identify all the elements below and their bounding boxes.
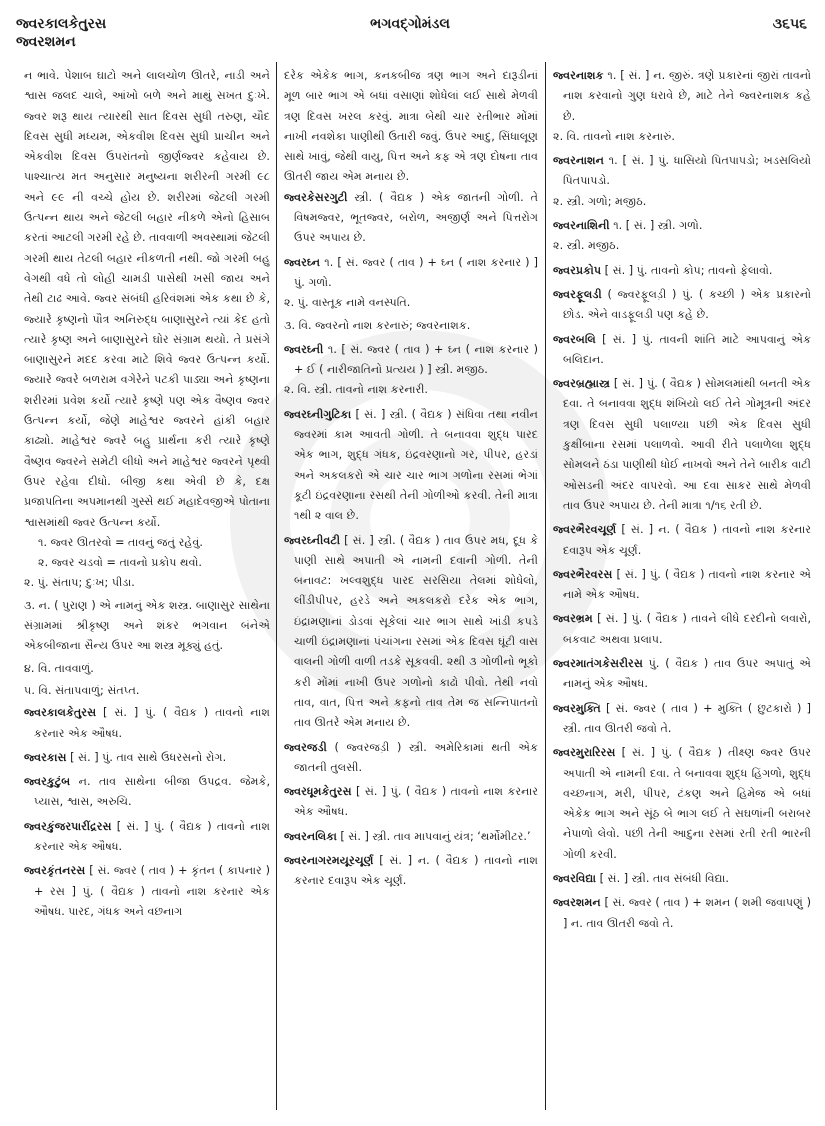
definition: ન. તાવ સાથેના બીજા ઉપદ્રવ. જેમકે, પ્યાસ, શ્વાસ, અરુચિ.: [34, 775, 270, 809]
definition: ( જ્વરજડ઼ી ) સ્ત્રી. અમેરિકામાં થતી એક જાતની તુલસી.: [294, 740, 538, 774]
definition: [ સં. ] પું. તાવનો કોપ; તાવનો ફેલાવો.: [601, 263, 773, 277]
headword: જ્વરનાશક: [553, 69, 604, 82]
headword: જ્વરઘ્નીવટી: [284, 533, 341, 547]
headword: જ્વરકુટુંબ: [24, 775, 71, 789]
dictionary-entry: [284, 340, 538, 401]
sense: ૨. પું. વાસ્તૂક નામે વનસ્પતિ.: [284, 296, 411, 310]
headword: જ્વરઘ્નીગુટિકા: [284, 407, 352, 421]
column-divider: [276, 62, 277, 1110]
headword: જ્વરકાસ: [24, 750, 67, 764]
sense: ૩. વિ. જ્વરનો નાશ કરનારું; જ્વરનાશક.: [284, 318, 471, 332]
definition: [ સં. ] પું. ( વૈદ્યક ) તાવનો નાશ કરનાર એક ઔષધ.: [34, 706, 270, 740]
sense: ૨. વિ. સ્ત્રી. તાવનો નાશ કરનારી.: [284, 383, 428, 397]
headword: જ્વરકૃંતનરસ: [24, 864, 86, 878]
definition: [ સં. ] પું. ( વૈદ્યક ) તાવનો નાશ કરનાર એ નામે એક ઔષધ.: [563, 567, 811, 602]
definition: [ સં. ] ન. ( વૈદ્યક ) તાવનો નાશ કરનાર દવારૂપ એક ચૂર્ણ.: [294, 853, 538, 888]
headword: જ્વરકાલકેતુરસ: [24, 706, 97, 720]
definition: [ સં. ] પું. તાવ સાથે ઉધરસનો રોગ.: [66, 750, 227, 764]
definition: ૧. [ સં. ] ન. જીરું. ત્રણે પ્રકારનાં જીરાં તાવનો નાશ કરવાનો ગુણ ધરાવે છે, માટે તેને જ્વરનાશક કહે છે.: [563, 69, 811, 123]
dictionary-entry: [553, 699, 811, 740]
dictionary-entry: [553, 285, 811, 326]
definition: પું. ( વૈદ્યક ) તાવ ઉપર અપાતું એ નામનું એક ઔષધ.: [563, 657, 811, 691]
headword: જ્વરભૈરવચૂર્ણ: [553, 523, 617, 537]
dictionary-entry: [24, 703, 270, 744]
dictionary-entry: [284, 851, 538, 892]
definition: [ સં. ] પું. ( વૈદ્યક ) તીક્ષ્ણ જ્વર ઉપર અપાતી એ નામની દવા. તે બનાવવા શુદ્ધ હિંગળો, શુદ્ધ વચ્છનાગ, મરી, પીપર, ટંકણ અને હિમેજ એ બધાં એકેક ભાગ અને સૂંઠ બે ભાગ લઈ તે સઘળાંની બરાબર નેપાળો લેવો. પછી તેની આદુના રસમાં રતી રતી ભારની ગોળી કરવી.: [563, 746, 811, 861]
definition: [ સં. ] સ્ત્રી. ( વૈદ્યક ) સંધિવા તથા નવીન જ્વરમાં કામ આવતી ગોળી. તે બનાવવા શુદ્ધ પારદ એક ભાગ, શુદ્ધ ગંધક, ઇંદ્રવરણાનો ગર, પીપર, હરડાં અને અકલકરો એ ચાર ચાર ભાગ ગળોના રસમાં ભેગાં કૂટી ઇંદ્રવરણાના રસથી તેની ગોળીઓ કરવી. તેની માત્રા ૧થી ૨ વાલ છે.: [294, 407, 538, 523]
sense: ૫. વિ. સંતાપવાળું; સંતપ્ત.: [24, 683, 140, 697]
dictionary-entry: [553, 743, 811, 865]
page-number: ૩૬૫૬: [772, 16, 807, 32]
book-title: ભગવદ્ગોમંડલ: [370, 16, 450, 32]
definition: [ સં. જ્વર ( તાવ ) + શમન ( શમી જવાપણું ) ] ન. તાવ ઊતરી જવો તે.: [563, 896, 811, 930]
dictionary-entry: [284, 738, 538, 779]
page-header: [0, 14, 825, 50]
dictionary-entry: [553, 330, 811, 371]
definition: સ્ત્રી. ( વૈદ્યક ) એક જાતની ગોળી. તે વિષમજ્વર, ભૂતજ્વર, બરોળ, અજીર્ણ અને પિત્તરોગ ઉપર અપાય છે.: [294, 190, 538, 245]
entry-continuation: ન ભાવે. પેશાબ ઘાટો અને લાલચોળ ઊતરે, નાડી અને શ્વાસ જલદ ચાલે, આંખો બળે અને માથું સખત દુઃખે. જ્વર શરૂ થાય ત્યારથી સાત દિવસ સુધી તરુણ, ચૌદ દિવસ સુધી મધ્યમ, એકવીશ દિવસ સુધી પ્રાચીન અને એકવીશ દિવસ ઉપરાંતનો જીર્ણજ્વર કહેવાય છે. પાશ્ચાત્ય મત અનુસાર મનુષ્યના શરીરની ગરમી ૯૮ અને ૯૯ ની વચ્ચે હોય છે. શરીરમાં જેટલી ગરમી ઉત્પન્ન થાય અને જેટલી બહાર નીકળે એનો હિસાબ કરતાં આટલી ગરમી રહે છે. તાવવાળી અવસ્થામાં જેટલી ગરમી થાય તેટલી બહાર નીકળતી નથી. જો ગરમી બહુ વેગથી વધે તો લોહી ચામડી પાસેથી ખસી જાય અને તેથી ટાઢ આવે. જ્વર સંબંધી હરિવંશમાં એક કથા છે કે, જ્યારે કૃષ્ણનો પૌત્ર અનિરુદ્ધ બાણાસુરને ત્યાં કેદ હતો ત્યારે કૃષ્ણ અને બાણાસુરને ઘોર સંગ્રામ થયો. તે પ્રસંગે બાણાસુરને મદદ કરવા માટે શિવે જ્વર ઉત્પન્ન કર્યો. જ્યારે જ્વરે બળરામ વગેરેને પટકી પાડ્યા અને કૃષ્ણના શરીરમાં પ્રવેશ કર્યો ત્યારે કૃષ્ણે પણ એક વૈષ્ણવ જ્વર ઉત્પન્ન કર્યો, જેણે માહેશ્વર જ્વરને હાંકી બહાર કાઢ્યો. માહેશ્વર જ્વરે બહુ પ્રાર્થના કરી ત્યારે કૃષ્ણે વૈષ્ણવ જ્વરને સમેટી લીધો અને માહેશ્વર જ્વરને પૃથ્વી ઉપર રહેવા દીધો. બીજી કથા એવી છે કે, દક્ષ પ્રજાપતિના અપમાનથી ગુસ્સે થઈ મહાદેવજીએ પોતાના શ્વાસમાંથી જ્વર ઉત્પન્ન કર્યો.: [24, 69, 270, 529]
idiom: ૨. જ્વર ચડવો = તાવનો પ્રકોપ થવો.: [38, 556, 202, 570]
sense: ૨. સ્ત્રી. ગળો; મજીઠ.: [553, 194, 647, 208]
dictionary-entry: [553, 565, 811, 606]
dictionary-entry: [24, 861, 270, 922]
column-divider: [545, 62, 546, 1110]
definition: [ સં. જ્વર ( તાવ ) + કૃંતન ( કાપનાર ) + રસ ] પું. ( વૈદ્યક ) તાવનો નાશ કરનાર એક ઔષધ. પારદ, ગંધક અને વછનાગ: [34, 864, 270, 918]
headword: જ્વરમાતંગકેસરીરસ: [553, 657, 643, 671]
dictionary-entry: [553, 609, 811, 650]
headword: જ્વરકેસરગુટી: [284, 190, 348, 204]
definition: [ સં. ] સ્ત્રી. તાવ સંબંધી વિદ્યા.: [596, 871, 729, 885]
definition: [ સં. ] પું. ( વૈદ્યક ) તાવનો નાશ કરનાર એક ઔષધ.: [294, 785, 538, 819]
definition: [ સં. ] પું. ( વૈદ્યક ) તાવને લીધે દરદીનો લવારો, બકવાટ અથવા પ્રલાપ.: [563, 612, 811, 646]
dictionary-entry: [553, 151, 811, 212]
definition: [ સં. ] પું. ( વૈદ્યક ) સોમલમાંથી બનતી એક દવા. તે બનાવવા શુદ્ધ શંખિયો લઈ તેને ગોમૂત્રની અંદર ત્રણ દિવસ સુધી પલાળ્યા પછી એક દિવસ સુધી કુક્ષીંબાના રસમાં પલાળવો. આવી રીતે પલાળેલા શુદ્ધ સોમલને ઠંડા પાણીથી ધોઈ નાખવો અને તેને બારીક વાટી ઓસડની અંદર વાપરવો. આ દવા સાકર સાથે મેળવી તાવ ઉપર અપાય છે. તેની માત્રા ૧/૧૬ રતી છે.: [563, 377, 811, 512]
headword: જ્વરનાગરમયૂરચૂર્ણ: [284, 853, 374, 867]
headword: જ્વરજડી: [284, 740, 327, 754]
headword: જ્વરઘ્ન: [284, 255, 321, 269]
dictionary-entry: [284, 253, 538, 336]
headword: જ્વરપ્રકોપ: [553, 263, 602, 277]
headword: જ્વરઘ્ની: [284, 342, 324, 356]
dictionary-entry: [284, 405, 538, 527]
dictionary-entry: [553, 66, 811, 147]
headword: જ્વરનાશિની: [553, 219, 610, 233]
dictionary-entry: [284, 531, 538, 734]
entry-continuation: દરેક એકેક ભાગ, કનકબીજ ત્રણ ભાગ અને દારૂડીનાં મૂળ બાર ભાગ એ બધાં વસાણાં શોધેલાં લઈ સાથે મેળવી ત્રણ દિવસ ખરલ કરવું. માત્રા બેથી ચાર રતીભાર મોંમાં નાખી નવશેકા પાણીથી ઉતારી જવું. ઉપર આદુ, સિંધાલૂણ સાથે ખાવું, જેથી વાયુ, પિત્ત અને કફ એ ત્રણ દોષના તાવ ઊતરી જાય એમ મનાય છે.: [284, 69, 538, 184]
dictionary-entry: [553, 869, 811, 889]
headword: જ્વરકુંજરપારીંદ્રરસ: [24, 819, 112, 833]
headword: જ્વરભૈરવરસ: [553, 567, 613, 581]
sense: ૩. ન. ( પુરાણ ) એ નામનું એક શસ્ત્ર. બાણાસુર સાથેના સંગ્રામમાં શ્રીકૃષ્ણ અને શંકર ભગવાન બંનેએ એકબીજાના સૈન્ય ઉપર આ શસ્ત્ર મૂક્યું હતું.: [24, 598, 270, 653]
dictionary-entry: [553, 654, 811, 695]
definition: ૧. [ સં. ] સ્ત્રી. ગળો.: [609, 219, 703, 233]
headword: જ્વરનલિકા: [284, 829, 337, 843]
definition: [ સં. ] પું. તાવની શાંતિ માટે આપવાનું એક બલિદાન.: [563, 332, 811, 366]
headword: જ્વરભ્રમ: [553, 612, 593, 626]
sense: ૨. વિ. તાવનો નાશ કરનારું.: [553, 129, 675, 143]
definition: [ સં. ] ન. ( વૈદ્યક ) તાવનો નાશ કરનાર દવારૂપ એક ચૂર્ણ.: [563, 523, 811, 557]
dictionary-entry: [553, 520, 811, 561]
dictionary-entry: [24, 748, 270, 768]
headword: જ્વરબ્રહ્માસ્ત્ર: [553, 377, 610, 391]
sense: ૨. પું. સંતાપ; દુઃખ; પીડા.: [24, 576, 135, 590]
headword: જ્વરમુક્તિ: [553, 701, 601, 715]
definition: ૧. [ સં. જ્વર ( તાવ ) + ઘ્ન ( નાશ કરનાર ) ] પું. ગળો.: [294, 255, 538, 289]
headword: જ્વરનાશન: [553, 154, 604, 168]
dictionary-entry: [284, 188, 538, 249]
guide-word-first: જ્વરકાલકેતુરસ: [16, 16, 107, 32]
headword: જ્વરવિદ્યા: [553, 871, 597, 885]
definition: [ સં. ] પું. ( વૈદ્યક ) તાવનો નાશ કરનાર એક ઔષધ.: [34, 819, 270, 853]
definition: ૧. [ સં. ] પું. ધાસિયો પિતપાપડો; ખડસલિયો પિતપાપડો.: [563, 154, 811, 188]
headword: જ્વરફૂલડી: [553, 287, 602, 301]
column-3: [553, 66, 811, 938]
dictionary-entry: [553, 374, 811, 516]
dictionary-entry: [553, 893, 811, 934]
definition: [ સં. ] સ્ત્રી. ( વૈદ્યક ) તાવ ઉપર મધ, દૂધ કે પાણી સાથે અપાતી એ નામની દવાની ગોળી. તેની બનાવટ: ખલ્વશુદ્ધ પારદ સરસિયા તેલમાં શોધેલો, લીંડીપીપર, હરડે અને અકલકરો દરેક એક ભાગ, ઇંદ્રામણાનાં ડોડવાં સૂકેલાં ચાર ભાગ સાથે ખાંડી કપડે ચાળી ઇંદ્રામણાનાં પંચાંગના રસમાં એક દિવસ ઘૂંટી વાસ વાલની ગોળી વાળી તડકે સૂકવવી. ૨થી ૩ ગોળીનો ભૂકો કરી મોંમાં નાખી ઉપર ગળોનો કાઢો પીવો. તેથી નવો તાવ, વાત, પિત્ત અને કફનો તાવ તેમ જ સન્નિપાતનો તાવ ઊતરે એમ મનાય છે.: [294, 533, 538, 730]
definition: [ સં. ] સ્ત્રી. તાવ માપવાનું યંત્ર; ‘થર્મોમીટર.’: [336, 829, 531, 843]
headword: જ્વરશમન: [553, 896, 601, 910]
definition: ( જ્વરફૂલડ઼ી ) પું. ( કચ્છી ) એક પ્રકારનો છોડ. એને વાડફૂલડી પણ કહે છે.: [563, 287, 811, 322]
dictionary-entry: [553, 261, 811, 281]
headword: જ્વરધૂમકેતુરસ: [284, 785, 352, 799]
sense: ૪. વિ. તાવવાળું.: [24, 661, 94, 675]
headword: જ્વરબલિ: [553, 332, 596, 346]
dictionary-entry: [553, 216, 811, 257]
dictionary-entry: [284, 782, 538, 823]
idiom: ૧. જ્વર ઊતરવો = તાવનું જતું રહેવું.: [38, 535, 203, 549]
headword: જ્વરમુરારિરસ: [553, 746, 616, 760]
column-2: [284, 66, 538, 896]
sense: ૨. સ્ત્રી. મજીઠ.: [553, 239, 620, 253]
definition: [ સં. જ્વર ( તાવ ) + મુક્તિ ( છુટકારો ) ] સ્ત્રી. તાવ ઊતરી જવો તે.: [563, 701, 811, 735]
dictionary-entry: [24, 772, 270, 813]
dictionary-entry: [24, 817, 270, 858]
dictionary-entry: [284, 827, 538, 847]
column-1: [24, 66, 270, 926]
guide-word-last: જ્વરશમન: [16, 34, 76, 50]
definition: ૧. [ સં. જ્વર ( તાવ ) + ઘ્ન ( નાશ કરનાર ) + ઈ ( નારીજાતિનો પ્રત્યય ) ] સ્ત્રી. મજીઠ.: [294, 342, 538, 377]
